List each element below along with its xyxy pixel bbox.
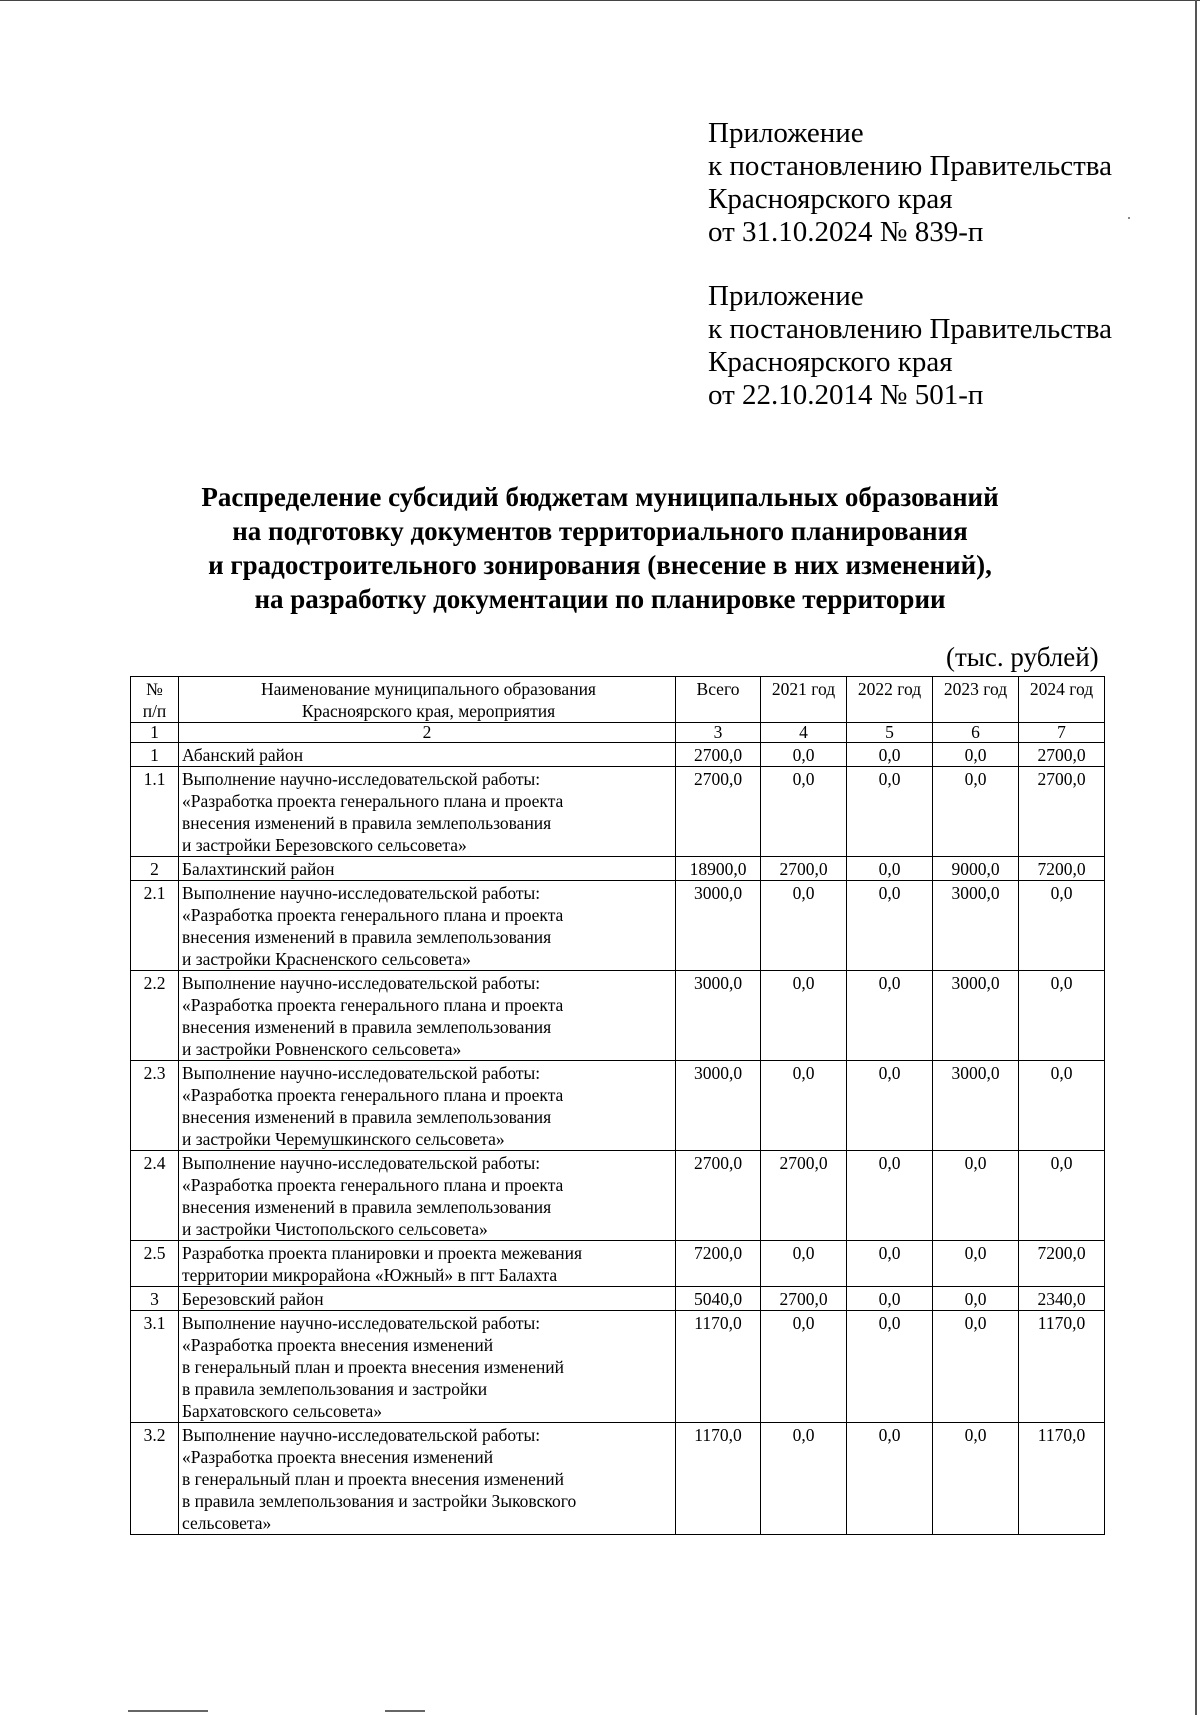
header-number-line: п/п (142, 701, 167, 721)
row-name-line: в правила землепользования и застройки Зыковского (182, 1491, 577, 1511)
row-name-line: Выполнение научно-исследовательской работы: (182, 1153, 541, 1173)
header-2022: 2022 год (847, 677, 933, 723)
row-2021: 0,0 (761, 1423, 847, 1535)
table-row (131, 1311, 1105, 1423)
column-index: 1 (131, 723, 179, 743)
table-row (131, 1241, 1105, 1287)
header-2021: 2021 год (761, 677, 847, 723)
row-2022: 0,0 (847, 1423, 933, 1535)
appendix-original (708, 280, 1112, 412)
row-number: 1.1 (131, 767, 179, 857)
row-name (179, 1241, 676, 1287)
row-name-line: Выполнение научно-исследовательской работы: (182, 883, 541, 903)
row-total: 7200,0 (676, 1241, 761, 1287)
header-number-line: № (146, 679, 163, 699)
row-2024: 1170,0 (1019, 1311, 1105, 1423)
row-name (179, 971, 676, 1061)
row-total: 3000,0 (676, 971, 761, 1061)
row-2024: 0,0 (1019, 971, 1105, 1061)
header-2024: 2024 год (1019, 677, 1105, 723)
row-number: 2.1 (131, 881, 179, 971)
row-2024: 7200,0 (1019, 857, 1105, 881)
table-row (131, 1151, 1105, 1241)
scan-top-edge (0, 0, 1200, 1)
row-total: 1170,0 (676, 1423, 761, 1535)
row-2021: 2700,0 (761, 1151, 847, 1241)
row-2021: 0,0 (761, 971, 847, 1061)
row-2022: 0,0 (847, 1151, 933, 1241)
appendix-label: Приложение (708, 280, 864, 312)
row-name-line: Выполнение научно-исследовательской работы: (182, 1313, 541, 1333)
row-2022: 0,0 (847, 1311, 933, 1423)
row-name-line: «Разработка проекта генерального плана и проекта (182, 905, 564, 925)
row-name-line: и застройки Красненского сельсовета» (182, 949, 471, 969)
row-name-line: внесения изменений в правила землепользования (182, 1017, 552, 1037)
row-number: 2.5 (131, 1241, 179, 1287)
row-2022: 0,0 (847, 1287, 933, 1311)
row-2023: 0,0 (933, 1241, 1019, 1287)
row-name-line: Бархатовского сельсовета» (182, 1401, 383, 1421)
row-name-line: сельсовета» (182, 1513, 272, 1533)
row-2021: 0,0 (761, 1061, 847, 1151)
appendix-region: Красноярского края (708, 346, 953, 378)
row-name-line: Выполнение научно-исследовательской работы: (182, 769, 541, 789)
row-name-line: в генеральный план и проекта внесения изменений (182, 1357, 565, 1377)
scan-right-edge (1195, 0, 1197, 1715)
row-name (179, 1423, 676, 1535)
row-2024: 2700,0 (1019, 767, 1105, 857)
row-total: 18900,0 (676, 857, 761, 881)
row-2024: 1170,0 (1019, 1423, 1105, 1535)
row-name-line: внесения изменений в правила землепользования (182, 1197, 552, 1217)
row-total: 2700,0 (676, 743, 761, 767)
row-total: 5040,0 (676, 1287, 761, 1311)
row-2022: 0,0 (847, 971, 933, 1061)
row-name-line: Выполнение научно-исследовательской работы: (182, 1063, 541, 1083)
header-2023: 2023 год (933, 677, 1019, 723)
table-header-row (131, 677, 1105, 723)
row-name (179, 1061, 676, 1151)
row-2021: 0,0 (761, 1311, 847, 1423)
row-2021: 2700,0 (761, 1287, 847, 1311)
appendix-current (708, 117, 1112, 249)
table-row (131, 1287, 1105, 1311)
row-name-line: Выполнение научно-исследовательской работы: (182, 973, 541, 993)
row-2021: 2700,0 (761, 857, 847, 881)
title-line: Распределение субсидий бюджетам муниципальных образований (201, 482, 999, 512)
row-number: 2.4 (131, 1151, 179, 1241)
column-index: 6 (933, 723, 1019, 743)
row-2023: 0,0 (933, 1423, 1019, 1535)
row-2023: 0,0 (933, 743, 1019, 767)
row-2022: 0,0 (847, 881, 933, 971)
header-number (131, 677, 179, 723)
column-index: 2 (179, 723, 676, 743)
header-name (179, 677, 676, 723)
row-name-line: «Разработка проекта генерального плана и проекта (182, 791, 564, 811)
scan-speck (1128, 217, 1130, 219)
row-2024: 0,0 (1019, 881, 1105, 971)
row-2021: 0,0 (761, 767, 847, 857)
appendix-resolution: к постановлению Правительства (708, 313, 1112, 345)
appendix-date-number: от 22.10.2014 № 501-п (708, 379, 984, 411)
row-name-line: внесения изменений в правила землепользования (182, 1107, 552, 1127)
row-name-line: «Разработка проекта генерального плана и проекта (182, 1085, 564, 1105)
row-name-line: и застройки Ровненского сельсовета» (182, 1039, 462, 1059)
row-total: 2700,0 (676, 1151, 761, 1241)
row-total: 2700,0 (676, 767, 761, 857)
row-name-line: внесения изменений в правила землепользования (182, 813, 552, 833)
row-name-line: Балахтинский район (182, 859, 335, 879)
table-row (131, 1423, 1105, 1535)
row-name (179, 1311, 676, 1423)
appendix-region: Красноярского края (708, 183, 953, 215)
row-name-line: в правила землепользования и застройки (182, 1379, 488, 1399)
row-name-line: «Разработка проекта внесения изменений (182, 1335, 494, 1355)
row-name-line: Березовский район (182, 1289, 324, 1309)
scan-mark (128, 1710, 208, 1712)
row-2024: 0,0 (1019, 1061, 1105, 1151)
row-number: 2 (131, 857, 179, 881)
subsidy-table (130, 676, 1105, 1535)
row-2023: 0,0 (933, 767, 1019, 857)
row-2024: 2700,0 (1019, 743, 1105, 767)
title-line: на подготовку документов территориального планирования (232, 516, 968, 546)
row-2022: 0,0 (847, 767, 933, 857)
column-index: 7 (1019, 723, 1105, 743)
row-2023: 0,0 (933, 1151, 1019, 1241)
row-2024: 7200,0 (1019, 1241, 1105, 1287)
row-2022: 0,0 (847, 857, 933, 881)
table-row (131, 767, 1105, 857)
unit-note: (тыс. рублей) (946, 642, 1099, 672)
row-name (179, 1287, 676, 1311)
row-2024: 0,0 (1019, 1151, 1105, 1241)
title-line: и градостроительного зонирования (внесение в них изменений), (208, 550, 992, 580)
row-number: 1 (131, 743, 179, 767)
table-row (131, 971, 1105, 1061)
row-number: 3 (131, 1287, 179, 1311)
row-2021: 0,0 (761, 1241, 847, 1287)
row-name-line: Разработка проекта планировки и проекта межевания (182, 1243, 583, 1263)
table-row (131, 1061, 1105, 1151)
scan-mark (385, 1710, 425, 1712)
header-name-line: Наименование муниципального образования (261, 679, 596, 699)
row-number: 2.3 (131, 1061, 179, 1151)
column-index: 4 (761, 723, 847, 743)
row-name-line: в генеральный план и проекта внесения изменений (182, 1469, 565, 1489)
row-name (179, 1151, 676, 1241)
row-2023: 3000,0 (933, 971, 1019, 1061)
appendix-resolution: к постановлению Правительства (708, 150, 1112, 182)
header-total: Всего (676, 677, 761, 723)
column-index-row (131, 723, 1105, 743)
row-2023: 3000,0 (933, 1061, 1019, 1151)
row-total: 1170,0 (676, 1311, 761, 1423)
row-2023: 3000,0 (933, 881, 1019, 971)
row-name (179, 881, 676, 971)
row-name-line: внесения изменений в правила землепользования (182, 927, 552, 947)
row-name-line: территории микрорайона «Южный» в пгт Балахта (182, 1265, 558, 1285)
appendix-date-number: от 31.10.2024 № 839-п (708, 216, 984, 248)
row-number: 2.2 (131, 971, 179, 1061)
column-index: 5 (847, 723, 933, 743)
row-name (179, 767, 676, 857)
row-2023: 0,0 (933, 1287, 1019, 1311)
row-name (179, 743, 676, 767)
row-number: 3.2 (131, 1423, 179, 1535)
appendix-label: Приложение (708, 117, 864, 149)
row-name-line: и застройки Черемушкинского сельсовета» (182, 1129, 505, 1149)
column-index: 3 (676, 723, 761, 743)
table-row (131, 881, 1105, 971)
row-name-line: и застройки Березовского сельсовета» (182, 835, 467, 855)
row-name-line: Выполнение научно-исследовательской работы: (182, 1425, 541, 1445)
row-2023: 9000,0 (933, 857, 1019, 881)
row-number: 3.1 (131, 1311, 179, 1423)
row-2023: 0,0 (933, 1311, 1019, 1423)
row-name-line: и застройки Чистопольского сельсовета» (182, 1219, 488, 1239)
row-name-line: Абанский район (182, 745, 304, 765)
row-name (179, 857, 676, 881)
row-2021: 0,0 (761, 743, 847, 767)
row-total: 3000,0 (676, 1061, 761, 1151)
row-name-line: «Разработка проекта генерального плана и проекта (182, 995, 564, 1015)
row-2021: 0,0 (761, 881, 847, 971)
document-title (120, 480, 1080, 616)
row-total: 3000,0 (676, 881, 761, 971)
title-line: на разработку документации по планировке территории (254, 584, 946, 614)
header-name-line: Красноярского края, мероприятия (301, 701, 556, 721)
table-row (131, 743, 1105, 767)
table-row (131, 857, 1105, 881)
row-2022: 0,0 (847, 743, 933, 767)
row-2022: 0,0 (847, 1061, 933, 1151)
row-name-line: «Разработка проекта внесения изменений (182, 1447, 494, 1467)
row-name-line: «Разработка проекта генерального плана и проекта (182, 1175, 564, 1195)
row-2022: 0,0 (847, 1241, 933, 1287)
row-2024: 2340,0 (1019, 1287, 1105, 1311)
